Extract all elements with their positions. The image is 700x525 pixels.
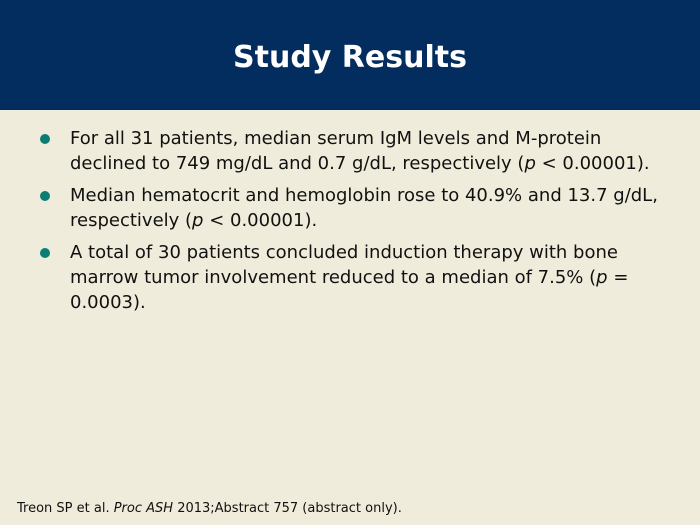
bullet-item [38, 240, 678, 315]
citation-details: 2013;Abstract 757 (abstract only). [173, 501, 402, 516]
bullet-text: For all 31 patients, median serum IgM levels and M-protein declined to 749 mg/dL and 0.7 g/dL, respectively ( [70, 128, 602, 174]
p-value-text: < 0.00001). [203, 210, 318, 231]
bullet-item [38, 183, 678, 233]
p-value-text: < 0.00001). [535, 153, 650, 174]
bullet-text: A total of 30 patients concluded induction therapy with bone marrow tumor involvement reduced to a median of 7.5% ( [70, 242, 618, 288]
p-value-symbol: p [524, 153, 536, 174]
p-value-symbol: p [192, 210, 204, 231]
bullet-list [38, 126, 678, 322]
bullet-dot-icon [40, 191, 50, 201]
bullet-dot-icon [40, 248, 50, 258]
bullet-dot-icon [40, 134, 50, 144]
bullet-text: Median hematocrit and hemoglobin rose to 40.9% and 13.7 g/dL, respectively ( [70, 185, 658, 231]
bullet-item [38, 126, 678, 176]
slide-title: Study Results [233, 40, 467, 75]
p-value-text: = 0.0003). [70, 267, 629, 313]
p-value-symbol: p [596, 267, 608, 288]
citation-journal: Proc ASH [113, 501, 174, 516]
citation [17, 500, 402, 518]
citation-authors: Treon SP et al. [17, 501, 114, 516]
